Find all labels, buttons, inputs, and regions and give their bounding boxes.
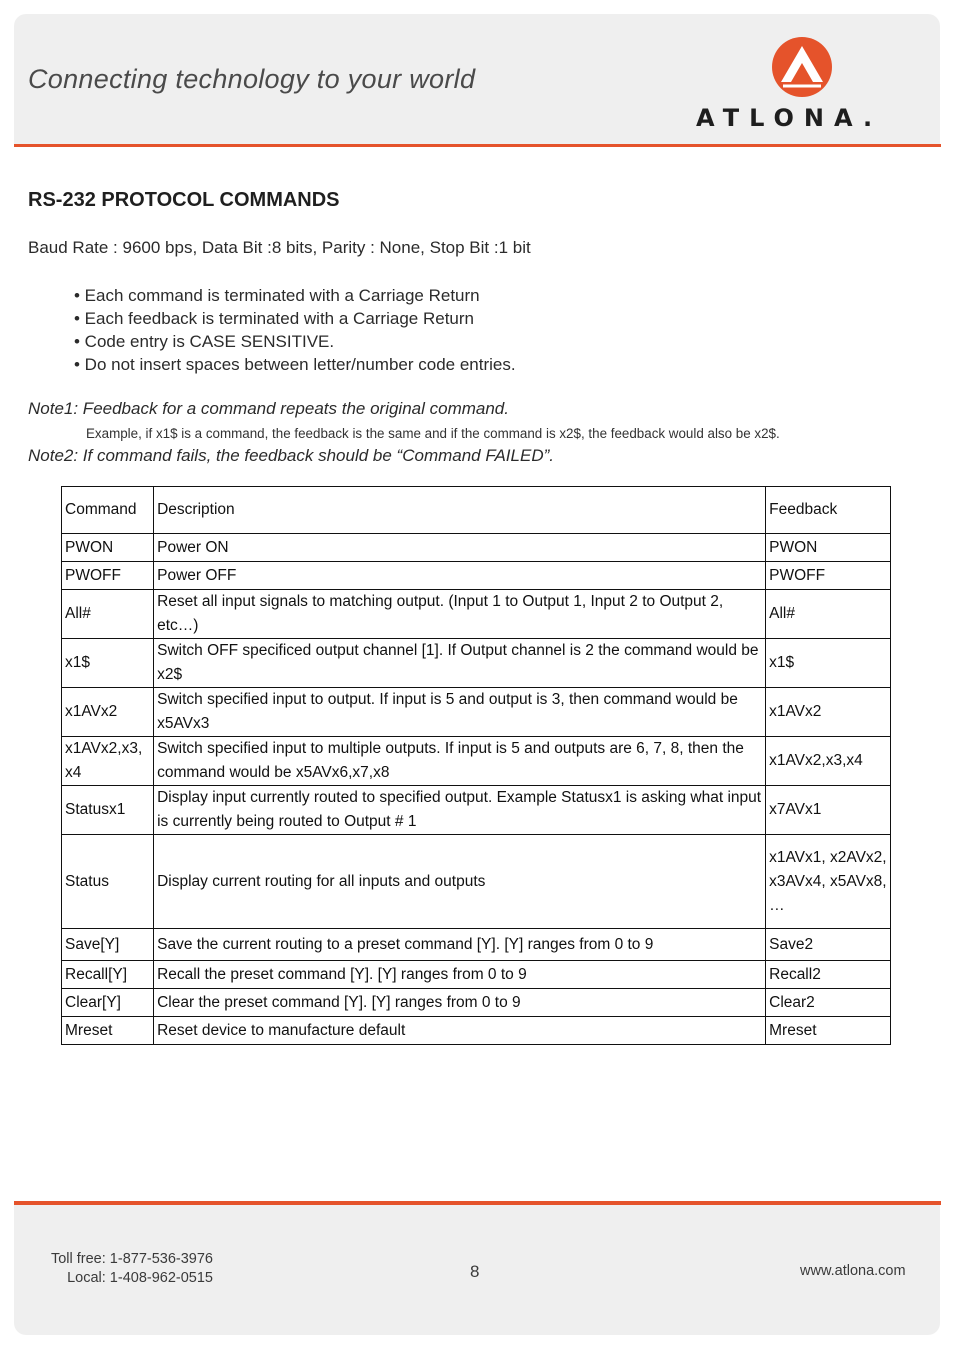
feedback-cell: x1AVx2 <box>766 688 891 737</box>
tagline: Connecting technology to your world <box>28 64 476 94</box>
rules-list <box>74 284 516 376</box>
page-number: 8 <box>470 1262 480 1281</box>
header-description: Description <box>154 487 766 534</box>
list-item: • Each command is terminated with a Carriage Return <box>74 286 480 305</box>
description-cell: Reset all input signals to matching output. (Input 1 to Output 1, Input 2 to Output 2, etc…) <box>154 590 766 639</box>
feedback-cell: All# <box>766 590 891 639</box>
description-cell: Clear the preset command [Y]. [Y] ranges from 0 to 9 <box>154 989 766 1017</box>
note-1: Note1: Feedback for a command repeats the original command. <box>28 399 509 418</box>
command-cell: x1AVx2 <box>62 688 154 737</box>
feedback-cell: Mreset <box>766 1017 891 1045</box>
contact-phones <box>35 1250 213 1288</box>
list-item: • Code entry is CASE SENSITIVE. <box>74 332 335 351</box>
table-row <box>62 737 891 786</box>
feedback-cell: x7AVx1 <box>766 786 891 835</box>
feedback-cell: x1AVx2,x3,x4 <box>766 737 891 786</box>
description-cell: Save the current routing to a preset command [Y]. [Y] ranges from 0 to 9 <box>154 929 766 961</box>
note-1-example: Example, if x1$ is a command, the feedback is the same and if the command is x2$, the feedback would also be x2$. <box>86 426 780 441</box>
table-header-row <box>62 487 891 534</box>
local-number: Local: 1-408-962-0515 <box>67 1270 213 1286</box>
description-cell: Switch OFF specificed output channel [1]. If Output channel is 2 the command would be x2$ <box>154 639 766 688</box>
section-title: RS-232 PROTOCOL COMMANDS <box>28 189 340 211</box>
description-cell: Power ON <box>154 534 766 562</box>
command-cell: x1AVx2,x3, x4 <box>62 737 154 786</box>
note-2: Note2: If command fails, the feedback should be “Command FAILED”. <box>28 446 554 465</box>
feedback-cell: Recall2 <box>766 961 891 989</box>
commands-table <box>61 486 891 1045</box>
description-cell: Switch specified input to multiple outputs. If input is 5 and outputs are 6, 7, 8, then the command would be x5AVx6,x7,x8 <box>154 737 766 786</box>
description-cell: Switch specified input to output. If input is 5 and output is 3, then command would be x5AVx3 <box>154 688 766 737</box>
table-row <box>62 835 891 929</box>
table-row <box>62 639 891 688</box>
description-cell: Reset device to manufacture default <box>154 1017 766 1045</box>
table-row <box>62 562 891 590</box>
header-command: Command <box>62 487 154 534</box>
description-cell: Display input currently routed to specified output. Example Statusx1 is asking what input is currently being routed to Output # 1 <box>154 786 766 835</box>
baud-rate-text: Baud Rate : 9600 bps, Data Bit :8 bits, Parity : None, Stop Bit :1 bit <box>28 238 531 257</box>
atlona-logo-text: ATLONA. <box>696 104 883 132</box>
command-cell: Status <box>62 835 154 929</box>
list-item: • Do not insert spaces between letter/number code entries. <box>74 355 516 374</box>
table-row <box>62 688 891 737</box>
feedback-cell: PWON <box>766 534 891 562</box>
feedback-cell: Save2 <box>766 929 891 961</box>
table-row <box>62 1017 891 1045</box>
atlona-logo <box>692 34 918 134</box>
table-row <box>62 534 891 562</box>
atlona-logo-icon <box>771 36 833 98</box>
table-row <box>62 786 891 835</box>
command-cell: x1$ <box>62 639 154 688</box>
command-cell: Statusx1 <box>62 786 154 835</box>
table-row <box>62 961 891 989</box>
feedback-cell: x1AVx1, x2AVx2, x3AVx4, x5AVx8, … <box>766 835 891 929</box>
command-cell: Save[Y] <box>62 929 154 961</box>
table-row <box>62 989 891 1017</box>
website-link[interactable]: www.atlona.com <box>800 1263 906 1279</box>
command-cell: All# <box>62 590 154 639</box>
header-feedback: Feedback <box>766 487 891 534</box>
command-cell: Mreset <box>62 1017 154 1045</box>
list-item: • Each feedback is terminated with a Carriage Return <box>74 309 474 328</box>
feedback-cell: x1$ <box>766 639 891 688</box>
command-cell: Recall[Y] <box>62 961 154 989</box>
header-divider <box>14 144 941 147</box>
feedback-cell: PWOFF <box>766 562 891 590</box>
command-cell: Clear[Y] <box>62 989 154 1017</box>
description-cell: Recall the preset command [Y]. [Y] ranges from 0 to 9 <box>154 961 766 989</box>
description-cell: Display current routing for all inputs and outputs <box>154 835 766 929</box>
description-cell: Power OFF <box>154 562 766 590</box>
table-row <box>62 929 891 961</box>
table-row <box>62 590 891 639</box>
command-cell: PWON <box>62 534 154 562</box>
command-cell: PWOFF <box>62 562 154 590</box>
toll-free-number: Toll free: 1-877-536-3976 <box>50 1251 213 1267</box>
feedback-cell: Clear2 <box>766 989 891 1017</box>
